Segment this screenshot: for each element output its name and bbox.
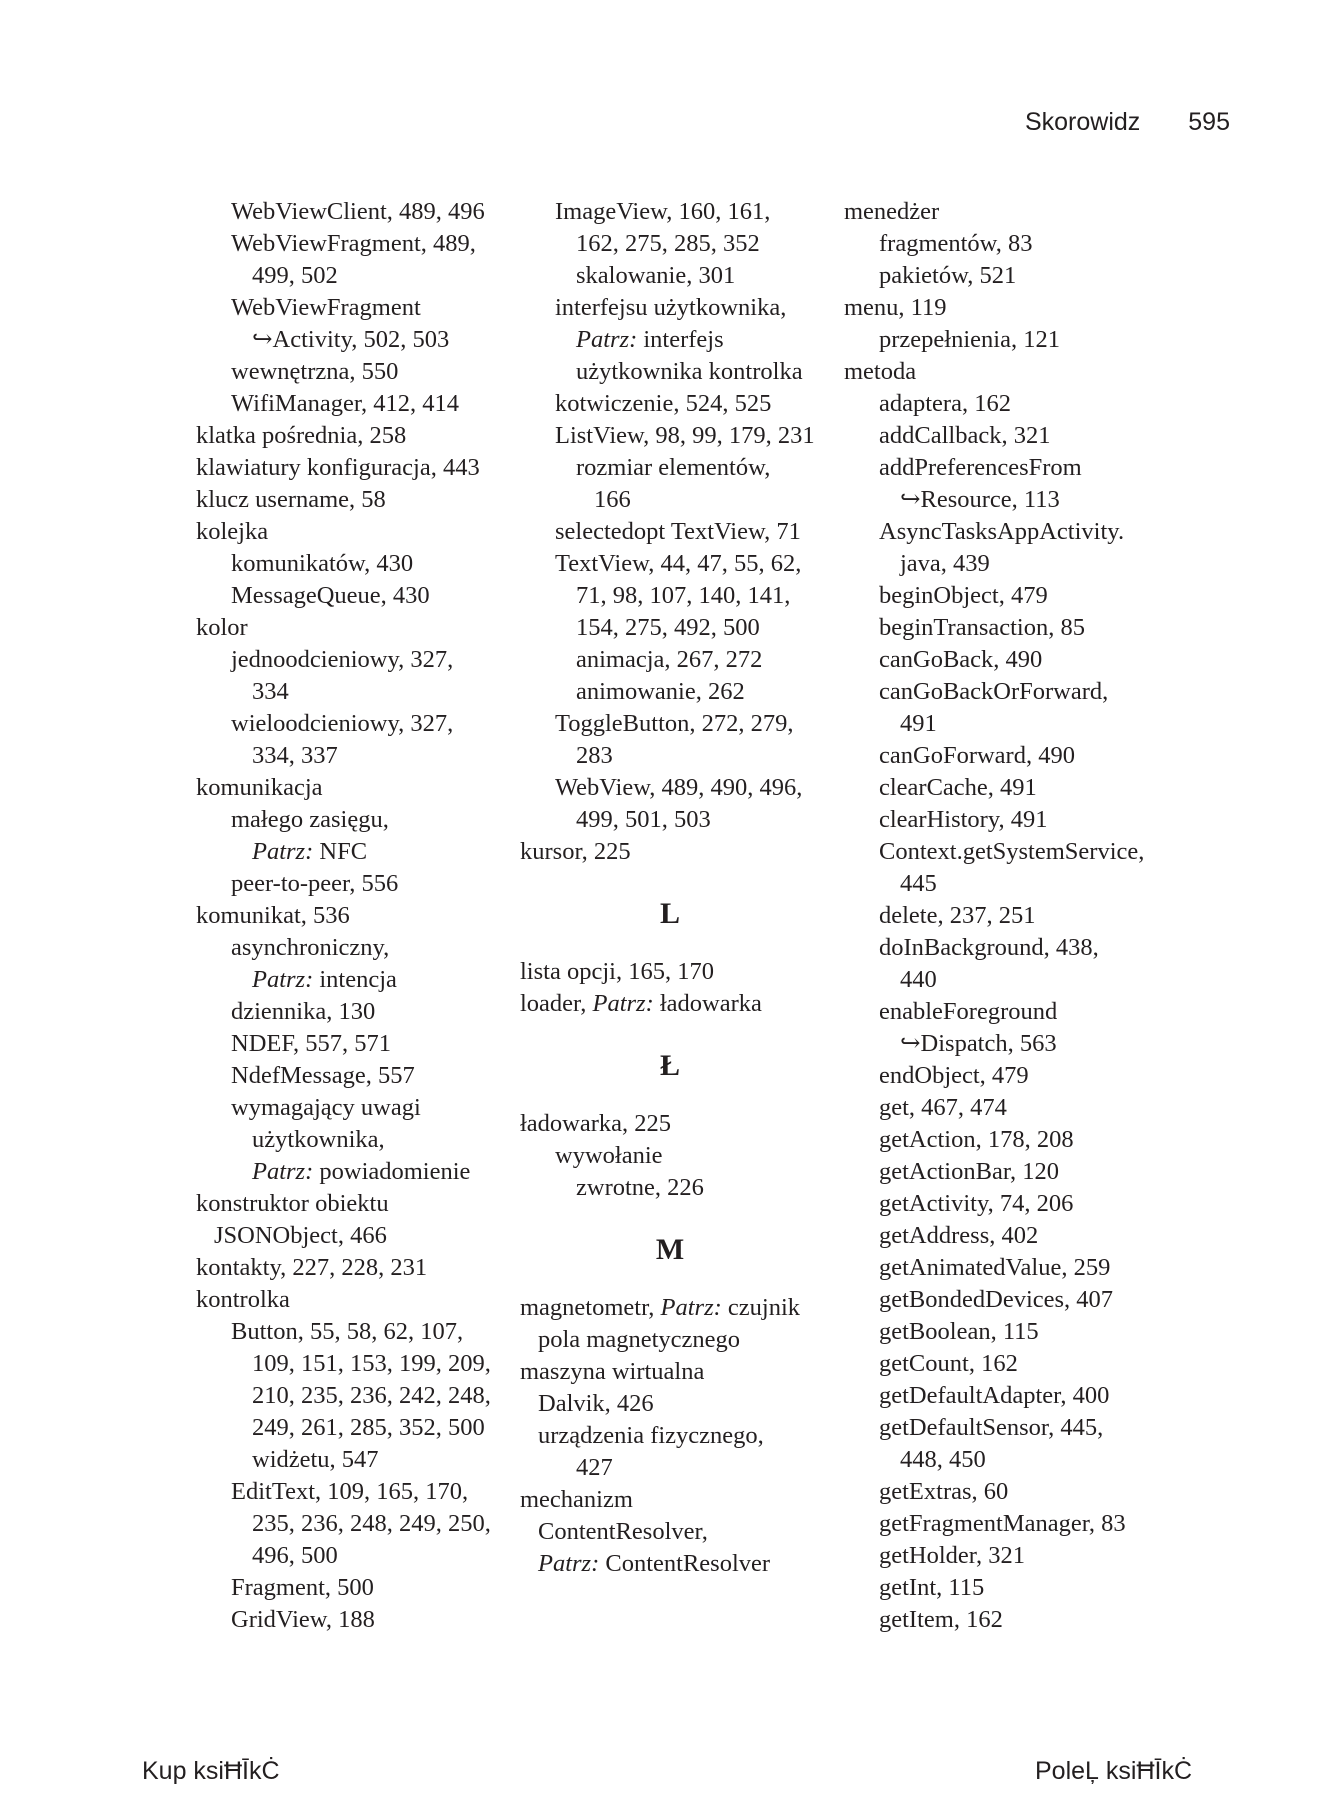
section-letter: M — [655, 1233, 685, 1266]
index-entry: clearCache, 491 — [879, 774, 1037, 801]
index-entry: enableForeground — [879, 998, 1058, 1025]
index-entry: endObject, 479 — [879, 1062, 1029, 1089]
index-entry: przepełnienia, 121 — [879, 326, 1060, 353]
index-entry: adaptera, 162 — [879, 390, 1011, 417]
index-column-2 — [520, 196, 820, 1580]
index-entry: get, 467, 474 — [879, 1094, 1007, 1121]
entry-text: NFC — [313, 838, 368, 865]
running-header — [0, 108, 1230, 137]
index-entry: ImageView, 160, 161, — [555, 198, 771, 225]
index-entry: WebView, 489, 490, 496, — [555, 774, 803, 801]
index-entry — [196, 836, 506, 868]
entry-text: intencja — [313, 966, 397, 993]
index-entry: kotwiczenie, 524, 525 — [555, 390, 772, 417]
index-entry: małego zasięgu, — [231, 806, 389, 833]
see-reference-label: Patrz: — [252, 838, 314, 865]
index-entry: getFragmentManager, 83 — [879, 1510, 1126, 1537]
index-entry: mechanizm — [520, 1486, 633, 1513]
see-reference-label: Patrz: — [252, 1158, 314, 1185]
index-entry: pakietów, 521 — [879, 262, 1017, 289]
index-entry: getActionBar, 120 — [879, 1158, 1060, 1185]
index-entry: ładowarka, 225 — [520, 1110, 672, 1137]
entry-reference-target: ładowarka — [653, 990, 762, 1017]
index-entry: komunikatów, 430 — [231, 550, 414, 577]
index-entry: Fragment, 500 — [231, 1574, 374, 1601]
index-entry: 440 — [900, 966, 937, 993]
header-title: Skorowidz — [1024, 108, 1141, 136]
entry-text: interfejs — [637, 326, 724, 353]
index-entry: wieloodcieniowy, 327, — [231, 710, 454, 737]
index-entry: wewnętrzna, 550 — [231, 358, 399, 385]
index-entry: komunikacja — [196, 774, 323, 801]
index-entry: beginTransaction, 85 — [879, 614, 1085, 641]
index-entry: 499, 502 — [252, 262, 338, 289]
index-entry: peer-to-peer, 556 — [231, 870, 399, 897]
see-reference-label: Patrz: — [660, 1294, 722, 1321]
entry-text: powiadomienie — [313, 1158, 471, 1185]
index-entry — [520, 988, 820, 1020]
index-entry: Context.getSystemService, — [879, 838, 1145, 865]
entry-text: ContentResolver — [599, 1550, 771, 1577]
index-entry: canGoForward, 490 — [879, 742, 1075, 769]
index-entry: selectedopt TextView, 71 — [555, 518, 801, 545]
index-entry: animowanie, 262 — [576, 678, 745, 705]
index-entry: klucz username, 58 — [196, 486, 386, 513]
index-entry: EditText, 109, 165, 170, — [231, 1478, 469, 1505]
index-entry: WebViewFragment, 489, — [231, 230, 476, 257]
see-reference-label: Patrz: — [538, 1550, 600, 1577]
index-entry — [520, 324, 820, 356]
index-entry: fragmentów, 83 — [879, 230, 1033, 257]
index-entry: getHolder, 321 — [879, 1542, 1025, 1569]
index-entry: getCount, 162 — [879, 1350, 1018, 1377]
index-entry: getExtras, 60 — [879, 1478, 1009, 1505]
entry-text: magnetometr, — [520, 1294, 661, 1321]
see-reference-label: Patrz: — [592, 990, 654, 1017]
index-entry — [196, 964, 506, 996]
index-entry: klawiatury konfiguracja, 443 — [196, 454, 480, 481]
index-entry: wywołanie — [555, 1142, 663, 1169]
index-entry: getAction, 178, 208 — [879, 1126, 1074, 1153]
index-entry: addPreferencesFrom — [879, 454, 1082, 481]
index-entry: dziennika, 130 — [231, 998, 376, 1025]
index-entry: 283 — [576, 742, 613, 769]
index-entry: ContentResolver, — [538, 1518, 708, 1545]
index-entry: menu, 119 — [844, 294, 947, 321]
index-entry: canGoBack, 490 — [879, 646, 1043, 673]
index-entry: GridView, 188 — [231, 1606, 375, 1633]
index-entry: 109, 151, 153, 199, 209, — [252, 1350, 491, 1377]
index-entry: canGoBackOrForward, — [879, 678, 1109, 705]
index-entry: getDefaultAdapter, 400 — [879, 1382, 1110, 1409]
index-entry: 249, 261, 285, 352, 500 — [252, 1414, 485, 1441]
index-entry: 496, 500 — [252, 1542, 338, 1569]
index-column-1 — [196, 196, 506, 1636]
index-entry: getInt, 115 — [879, 1574, 985, 1601]
index-entry — [196, 1156, 506, 1188]
index-entry: beginObject, 479 — [879, 582, 1048, 609]
index-entry: ↪Resource, 113 — [900, 486, 1060, 513]
index-entry: kursor, 225 — [520, 838, 631, 865]
index-entry — [520, 1548, 820, 1580]
entry-text: loader, — [520, 990, 593, 1017]
index-entry: 427 — [576, 1454, 613, 1481]
index-entry: TextView, 44, 47, 55, 62, — [555, 550, 802, 577]
index-entry: JSONObject, 466 — [214, 1222, 387, 1249]
index-entry: urządzenia fizycznego, — [538, 1422, 764, 1449]
index-entry: WebViewClient, 489, 496 — [231, 198, 485, 225]
index-entry: getDefaultSensor, 445, — [879, 1414, 1104, 1441]
index-entry: AsyncTasksAppActivity. — [879, 518, 1125, 545]
index-entry: ListView, 98, 99, 179, 231 — [555, 422, 815, 449]
index-entry: 334, 337 — [252, 742, 338, 769]
index-entry: doInBackground, 438, — [879, 934, 1099, 961]
index-entry: 166 — [594, 486, 631, 513]
index-entry: delete, 237, 251 — [879, 902, 1036, 929]
index-entry: kolor — [196, 614, 248, 641]
index-entry: 154, 275, 492, 500 — [576, 614, 760, 641]
see-reference-label: Patrz: — [576, 326, 638, 353]
index-entry: getBondedDevices, 407 — [879, 1286, 1114, 1313]
section-letter: Ł — [659, 1049, 680, 1082]
index-entry: ToggleButton, 272, 279, — [555, 710, 794, 737]
index-entry: 491 — [900, 710, 937, 737]
index-entry: Dalvik, 426 — [538, 1390, 654, 1417]
index-entry: konstruktor obiektu — [196, 1190, 389, 1217]
index-entry: użytkownika kontrolka — [576, 358, 803, 385]
page-number: 595 — [1188, 108, 1230, 136]
index-entry: Button, 55, 58, 62, 107, — [231, 1318, 464, 1345]
index-entry: WifiManager, 412, 414 — [231, 390, 460, 417]
index-entry: 445 — [900, 870, 937, 897]
index-entry: NDEF, 557, 571 — [231, 1030, 392, 1057]
index-entry: WebViewFragment — [231, 294, 421, 321]
index-entry: kolejka — [196, 518, 269, 545]
index-entry: getItem, 162 — [879, 1606, 1003, 1633]
index-entry: komunikat, 536 — [196, 902, 350, 929]
index-entry: 210, 235, 236, 242, 248, — [252, 1382, 491, 1409]
index-column-3 — [844, 196, 1154, 1636]
index-entry: getBoolean, 115 — [879, 1318, 1039, 1345]
entry-reference-target: czujnik — [721, 1294, 801, 1321]
buy-book-link[interactable]: Kup ksiĦĪkĊ — [142, 1757, 280, 1785]
index-entry: addCallback, 321 — [879, 422, 1051, 449]
index-entry: kontrolka — [196, 1286, 290, 1313]
index-entry: clearHistory, 491 — [879, 806, 1048, 833]
index-entry: ↪Dispatch, 563 — [900, 1030, 1057, 1057]
index-entry: asynchroniczny, — [231, 934, 390, 961]
index-entry: menedżer — [844, 198, 940, 225]
index-entry: skalowanie, 301 — [576, 262, 736, 289]
index-entry: 334 — [252, 678, 289, 705]
index-entry: maszyna wirtualna — [520, 1358, 705, 1385]
index-entry: kontakty, 227, 228, 231 — [196, 1254, 428, 1281]
index-entry: interfejsu użytkownika, — [555, 294, 787, 321]
index-entry: 448, 450 — [900, 1446, 986, 1473]
see-reference-label: Patrz: — [252, 966, 314, 993]
index-entry: java, 439 — [900, 550, 990, 577]
index-entry: jednoodcieniowy, 327, — [231, 646, 454, 673]
recommend-book-link[interactable]: PoleĻ ksiĦĪkĊ — [1035, 1757, 1192, 1785]
index-entry: 71, 98, 107, 140, 141, — [576, 582, 791, 609]
index-entry: zwrotne, 226 — [576, 1174, 704, 1201]
index-entry: 499, 501, 503 — [576, 806, 711, 833]
index-entry: rozmiar elementów, — [576, 454, 771, 481]
index-entry: widżetu, 547 — [252, 1446, 379, 1473]
index-entry: pola magnetycznego — [538, 1326, 741, 1353]
index-entry: metoda — [844, 358, 917, 385]
index-entry: 162, 275, 285, 352 — [576, 230, 760, 257]
index-entry: klatka pośrednia, 258 — [196, 422, 407, 449]
index-entry: 235, 236, 248, 249, 250, — [252, 1510, 491, 1537]
index-entry: MessageQueue, 430 — [231, 582, 430, 609]
index-entry: getAddress, 402 — [879, 1222, 1039, 1249]
index-entry: animacja, 267, 272 — [576, 646, 763, 673]
index-entry: ↪Activity, 502, 503 — [252, 326, 450, 353]
index-entry: lista opcji, 165, 170 — [520, 958, 714, 985]
index-entry: getAnimatedValue, 259 — [879, 1254, 1111, 1281]
index-entry: NdefMessage, 557 — [231, 1062, 415, 1089]
index-entry: getActivity, 74, 206 — [879, 1190, 1074, 1217]
index-entry — [520, 1292, 820, 1324]
index-entry: wymagający uwagi — [231, 1094, 421, 1121]
section-letter: L — [659, 897, 680, 930]
index-entry: użytkownika, — [252, 1126, 385, 1153]
